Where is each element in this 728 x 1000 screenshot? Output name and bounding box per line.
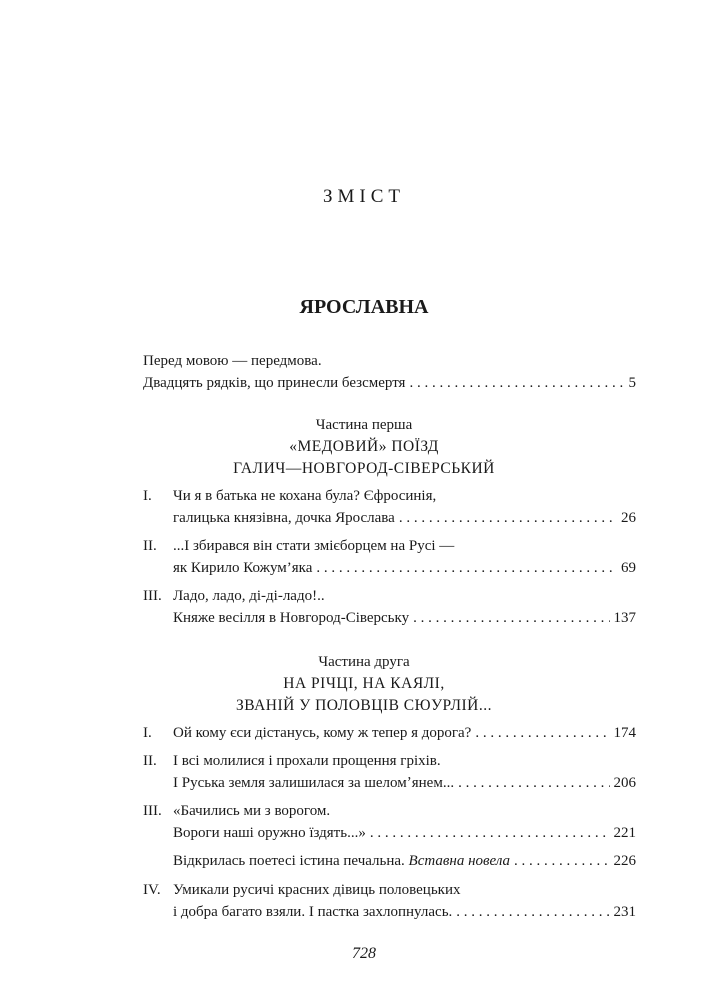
entry-line: і добра багато взяли. І пастка захлопнулась.: [173, 904, 453, 920]
page-number: 26: [621, 510, 636, 526]
page-number: 69: [621, 560, 636, 576]
part-title-line: ЗВАНІЙ У ПОЛОВЦІВ СЮУРЛІЙ...: [235, 697, 492, 714]
leader-dots: [370, 822, 610, 844]
leader-dots: [399, 507, 617, 529]
page-number: 206: [613, 775, 636, 791]
page-number: 174: [613, 725, 636, 741]
leader-dots: [458, 772, 609, 794]
toc-entry: [143, 750, 636, 794]
part-label: Частина друга: [318, 654, 410, 670]
entry-line: Чи я в батька не кохана була? Єфросинія,: [173, 488, 437, 504]
leader-dots: [456, 901, 609, 923]
page-number: 5: [628, 375, 636, 391]
part-title-line: НА РІЧЦІ, НА КАЯЛІ,: [283, 675, 445, 692]
part-title-line: «МЕДОВИЙ» ПОЇЗД: [289, 438, 439, 455]
leader-dots: [475, 722, 609, 744]
entry-line: І Руська земля залишилася за шеломʼянем...: [173, 775, 455, 791]
toc-entry: [143, 800, 636, 844]
entry-line: Умикали русичі красних дівиць половецьких: [173, 882, 461, 898]
leader-dots: [514, 850, 609, 872]
entry-line: Перед мовою — передмова.: [143, 353, 322, 369]
entry-line: Вороги наші оружно їздять...»: [173, 825, 366, 841]
chapter-number: II.: [143, 753, 157, 769]
chapter-number: I.: [143, 488, 152, 504]
entry-italic: Вставна новела: [408, 853, 511, 869]
part-one-header: [0, 414, 728, 480]
page-number: 231: [613, 904, 636, 920]
entry-line: Княже весілля в Новгород-Сіверську: [173, 610, 410, 626]
toc-entry: [143, 485, 636, 529]
entry-line: як Кирило Кожум’яка: [173, 560, 313, 576]
toc-entry: [143, 722, 636, 744]
toc-entry: [143, 879, 636, 923]
chapter-number: III.: [143, 803, 162, 819]
part-label: Частина перша: [315, 417, 413, 433]
page-number: 226: [613, 853, 636, 869]
page-number: 221: [613, 825, 636, 841]
toc-entry: [143, 585, 636, 629]
toc-entry: [143, 535, 636, 579]
entry-line: Двадцять рядків, що принесли безсмертя: [143, 375, 406, 391]
page-folio: 728: [352, 945, 376, 962]
page-number: 137: [613, 610, 636, 626]
chapter-number: II.: [143, 538, 157, 554]
leader-dots: [316, 557, 617, 579]
toc-heading: ЗМІСТ: [322, 186, 406, 207]
toc-entry-intro: [143, 350, 636, 394]
part-two-header: [0, 651, 728, 717]
chapter-number: III.: [143, 588, 162, 604]
entry-line: ...І збирався він стати змієборцем на Русі —: [173, 538, 455, 554]
chapter-number: I.: [143, 725, 152, 741]
leader-dots: [413, 607, 609, 629]
entry-line: Відкрилась поетесі істина печальна. Вставна новела: [173, 853, 511, 869]
entry-line: Ладо, ладо, ді-ді-ладо!..: [173, 588, 325, 604]
part-title-line: ГАЛИЧ—НОВГОРОД-СІВЕРСЬКИЙ: [233, 460, 495, 477]
chapter-number: IV.: [143, 882, 161, 898]
entry-line: Ой кому єси дістанусь, кому ж тепер я дорога?: [173, 725, 472, 741]
entry-line: І всі молилися і прохали прощення гріхів.: [173, 753, 441, 769]
leader-dots: [409, 372, 624, 394]
entry-line: «Бачились ми з ворогом.: [173, 803, 331, 819]
book-title: ЯРОСЛАВНА: [299, 296, 429, 318]
toc-entry-inserted-novella: [143, 850, 636, 872]
entry-line: галицька князівна, дочка Ярослава: [173, 510, 395, 526]
